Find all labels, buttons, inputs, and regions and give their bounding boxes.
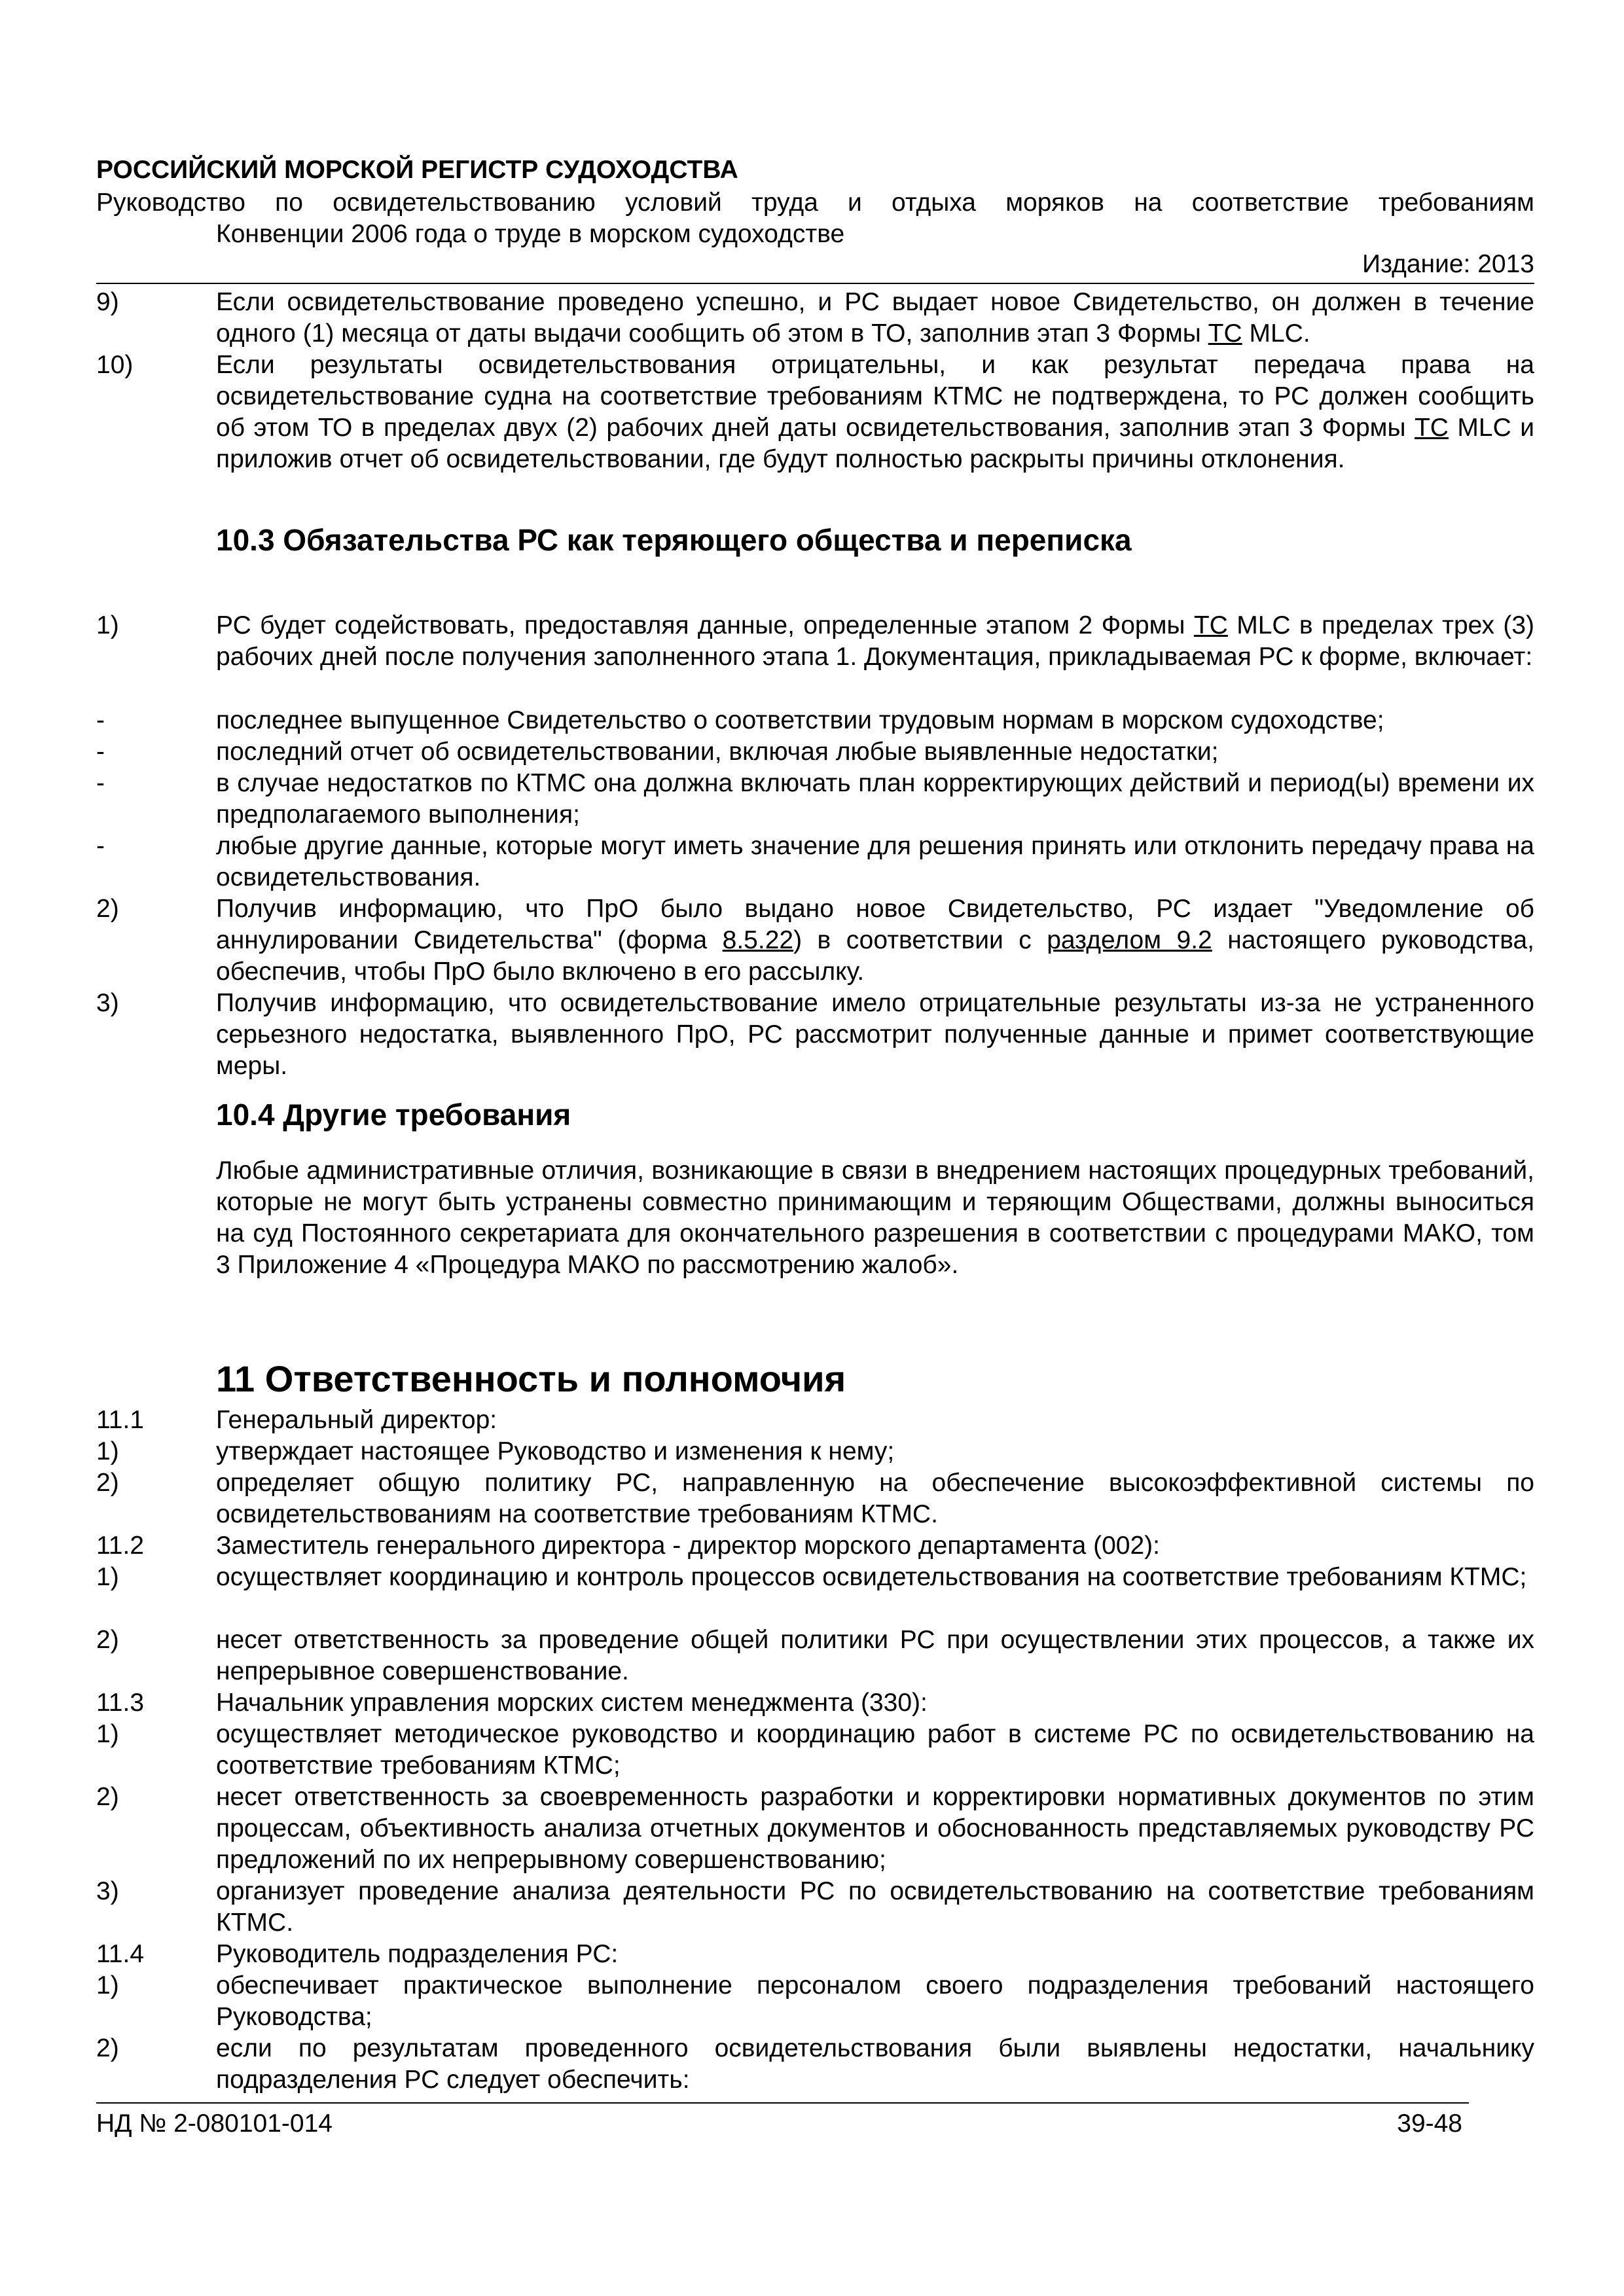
list-item — [96, 1970, 1534, 2033]
bullet-item — [96, 831, 1534, 893]
item-text: несет ответственность за своевременность разработки и корректировки нормативных документов по этим процессам, объективность анализа отчетных документов и обоснованность представляемых руководству РС предложений по их непрерывному совершенствованию; — [216, 1783, 1534, 1874]
list-item — [96, 1562, 1534, 1593]
form-tc-link[interactable]: TC — [1208, 319, 1242, 348]
item-number: 2) — [96, 1783, 119, 1811]
bullet-item — [96, 768, 1534, 831]
section-heading-10-4: 10.4 Другие требования — [216, 1098, 571, 1132]
document-title-line2: Конвенции 2006 года о труде в морском судоходстве — [216, 220, 845, 248]
list-item — [96, 1719, 1534, 1782]
list-item — [96, 2033, 1534, 2096]
item-text: несет ответственность за проведение общей политики РС при осуществлении этих процессов, а также их непрерывное совершенствование. — [216, 1626, 1534, 1685]
document-title-line1: Руководство по освидетельствованию условий труда и отдыха моряков на соответствие требованиям — [96, 188, 1534, 217]
item-text: определяет общую политику РС, направленную на обеспечение высокоэффективной системы по освидетельствованиям на соответствие требованиям КТМС. — [216, 1469, 1534, 1528]
item-number: 1) — [96, 1720, 119, 1748]
list-item — [96, 350, 1534, 475]
list-item — [96, 1405, 1534, 1436]
item-text: Начальник управления морских систем менеджмента (330): — [216, 1689, 928, 1717]
item-text: Заместитель генерального директора - директор морского департамента (002): — [216, 1532, 1160, 1560]
item-text: осуществляет методическое руководство и координацию работ в системе РС по освидетельствованию на соответствие требованиям КТМС; — [216, 1720, 1534, 1780]
item-text: Если результаты освидетельствования отрицательны, и как результат передача права на освидетельствование судна на соответствие требованиям КТМС не подтверждена, то РС должен сообщить об этом ТО в пределах двух (2) рабочих дней даты освидетельствования, заполнив этап 3 Формы TC MLC и приложив отчет об освидетельствовании, где будут полностью раскрыты причины отклонения. — [216, 351, 1534, 473]
item-number: 3) — [96, 1877, 119, 1905]
header-divider — [96, 283, 1534, 284]
bullet-marker: - — [96, 832, 105, 860]
document-title — [96, 187, 1534, 250]
item-text: Получив информацию, что освидетельствование имело отрицательные результаты из-за не устраненного серьезного недостатка, выявленного ПрО, РС рассмотрит полученные данные и примет соответствующие меры. — [216, 989, 1534, 1080]
list-item — [96, 1876, 1534, 1939]
section-heading-11: 11 Ответственность и полномочия — [216, 1358, 846, 1399]
item-text: если по результатам проведенного освидетельствования были выявлены недостатки, начальнику подразделения РС следует обеспечить: — [216, 2034, 1534, 2094]
document-number: НД № 2-080101-014 — [96, 2109, 333, 2138]
item-text: Генеральный директор: — [216, 1406, 497, 1434]
form-tc-link[interactable]: TC — [1414, 414, 1449, 442]
item-number: 11.3 — [96, 1689, 145, 1717]
item-text: организует проведение анализа деятельности РС по освидетельствованию на соответствие требованиям КТМС. — [216, 1877, 1534, 1937]
item-number: 9) — [96, 288, 119, 316]
item-number: 11.4 — [96, 1940, 145, 1968]
item-number: 2) — [96, 895, 119, 923]
list-item — [96, 893, 1534, 988]
item-text: обеспечивает практическое выполнение персоналом своего подразделения требований настоящего Руководства; — [216, 1971, 1534, 2031]
item-text: РС будет содействовать, предоставляя данные, определенные этапом 2 Формы TC MLC в пределах трех (3) рабочих дней после получения заполненного этапа 1. Документация, прикладываемая РС к форме, включает: — [216, 611, 1535, 671]
bullet-text: последнее выпущенное Свидетельство о соответствии трудовым нормам в морском судоходстве; — [216, 706, 1384, 734]
organization-name: РОССИЙСКИЙ МОРСКОЙ РЕГИСТР СУДОХОДСТВА — [96, 156, 738, 184]
list-item — [96, 1782, 1534, 1876]
footer-divider — [96, 2102, 1469, 2104]
bullet-item — [96, 705, 1534, 736]
bullet-marker: - — [96, 706, 105, 734]
bullet-marker: - — [96, 769, 105, 797]
item-number: 2) — [96, 1469, 119, 1497]
item-text: Руководитель подразделения РС: — [216, 1940, 619, 1968]
form-8-5-22-link[interactable]: 8.5.22 — [722, 926, 794, 954]
list-item — [96, 1624, 1534, 1687]
item-number: 11.1 — [96, 1406, 145, 1434]
list-item — [96, 287, 1534, 350]
bullet-text: в случае недостатков по КТМС она должна включать план корректирующих действий и период(ы) времени их предполагаемого выполнения; — [216, 769, 1534, 829]
item-number: 1) — [96, 1971, 119, 2000]
item-text: Если освидетельствование проведено успешно, и РС выдает новое Свидетельство, он должен в течение одного (1) месяца от даты выдачи сообщить об этом в ТО, заполнив этап 3 Формы TC MLC. — [216, 288, 1534, 348]
paragraph — [96, 1155, 1534, 1281]
paragraph-text: Любые административные отличия, возникающие в связи в внедрением настоящих процедурных требований, которые не могут быть устранены совместно принимающим и теряющим Обществами, должны выноситься на суд Постоянного секретариата для окончательного разрешения в соответствии с процедурами МАКО, том 3 Приложение 4 «Процедура МАКО по рассмотрению жалоб». — [216, 1157, 1534, 1279]
list-item — [96, 1939, 1534, 1970]
item-number: 2) — [96, 1626, 119, 1654]
item-number: 10) — [96, 351, 134, 379]
list-item — [96, 1467, 1534, 1530]
form-tc-link[interactable]: TC — [1193, 611, 1228, 639]
section-9-2-link[interactable]: разделом 9.2 — [1047, 926, 1212, 954]
page-number: 39-48 — [1397, 2109, 1462, 2138]
list-item — [96, 1436, 1534, 1467]
item-number: 1) — [96, 1563, 119, 1591]
bullet-item — [96, 736, 1534, 768]
list-item — [96, 1687, 1534, 1719]
section-heading-10-3: 10.3 Обязательства РС как теряющего общества и переписка — [216, 523, 1132, 557]
bullet-text: любые другие данные, которые могут иметь значение для решения принять или отклонить передачу права на освидетельствования. — [216, 832, 1534, 891]
item-number: 2) — [96, 2034, 119, 2062]
list-item — [96, 988, 1534, 1082]
list-item — [96, 610, 1534, 673]
edition-label: Издание: 2013 — [1362, 250, 1534, 278]
item-number: 11.2 — [96, 1532, 145, 1560]
item-number: 1) — [96, 1437, 119, 1465]
item-text: осуществляет координацию и контроль процессов освидетельствования на соответствие требованиям КТМС; — [216, 1563, 1527, 1591]
item-text: утверждает настоящее Руководство и изменения к нему; — [216, 1437, 895, 1465]
list-item — [96, 1530, 1534, 1562]
item-number: 1) — [96, 611, 119, 639]
bullet-marker: - — [96, 738, 105, 766]
item-text: Получив информацию, что ПрО было выдано новое Свидетельство, РС издает "Уведомление об аннулировании Свидетельства" (форма 8.5.22) в соответствии с разделом 9.2 настоящего руководства, обеспечив, чтобы ПрО было включено в его рассылку. — [216, 895, 1535, 986]
item-number: 3) — [96, 989, 119, 1017]
bullet-text: последний отчет об освидетельствовании, включая любые выявленные недостатки; — [216, 738, 1219, 766]
